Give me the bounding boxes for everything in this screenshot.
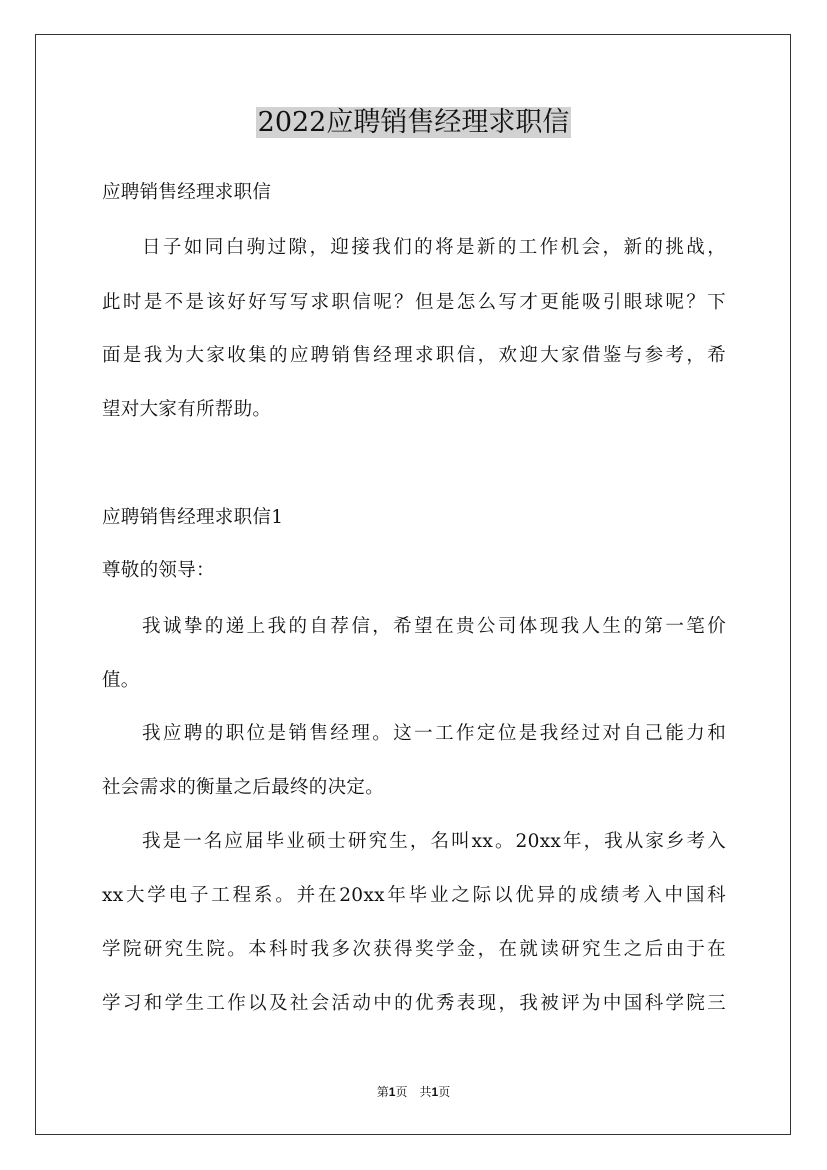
section-heading: 应聘销售经理求职信1 [102, 507, 284, 528]
document-title [0, 104, 827, 142]
subtitle: 应聘销售经理求职信 [102, 182, 272, 203]
paragraph-3-line-2: xx大学电子工程系。并在20xx年毕业之际以优异的成绩考入中国科 [102, 885, 726, 906]
footer-total-pages: 1 [431, 1085, 439, 1099]
paragraph-1-line-2: 值。 [102, 670, 140, 691]
footer-page-prefix: 第 [376, 1085, 389, 1099]
intro-line-2: 此时是不是该好好写写求职信呢？但是怎么写才更能吸引眼球呢？下 [102, 292, 726, 313]
paragraph-1-line-1: 我诚挚的递上我的自荐信，希望在贵公司体现我人生的第一笔价 [142, 616, 726, 637]
salutation: 尊敬的领导： [102, 560, 215, 581]
intro-line-1: 日子如同白驹过隙，迎接我们的将是新的工作机会，新的挑战， [142, 237, 726, 258]
intro-line-3: 面是我为大家收集的应聘销售经理求职信，欢迎大家借鉴与参考，希 [102, 345, 726, 366]
intro-line-4: 望对大家有所帮助。 [102, 399, 272, 420]
paragraph-3-line-3: 学院研究生院。本科时我多次获得奖学金，在就读研究生之后由于在 [102, 939, 726, 960]
footer-page-suffix: 页 共 [395, 1085, 432, 1099]
paragraph-2-line-2: 社会需求的衡量之后最终的决定。 [102, 777, 385, 798]
page-footer [0, 1084, 827, 1100]
paragraph-3-line-4: 学习和学生工作以及社会活动中的优秀表现，我被评为中国科学院三 [102, 993, 726, 1014]
document-title-text: 2022应聘销售经理求职信 [257, 107, 570, 138]
footer-page-number: 1 [388, 1085, 396, 1099]
footer-total-suffix: 页 [438, 1085, 451, 1099]
paragraph-2-line-1: 我应聘的职位是销售经理。这一工作定位是我经过对自己能力和 [142, 723, 726, 744]
paragraph-3-line-1: 我是一名应届毕业硕士研究生，名叫xx。20xx年，我从家乡考入 [142, 831, 726, 852]
